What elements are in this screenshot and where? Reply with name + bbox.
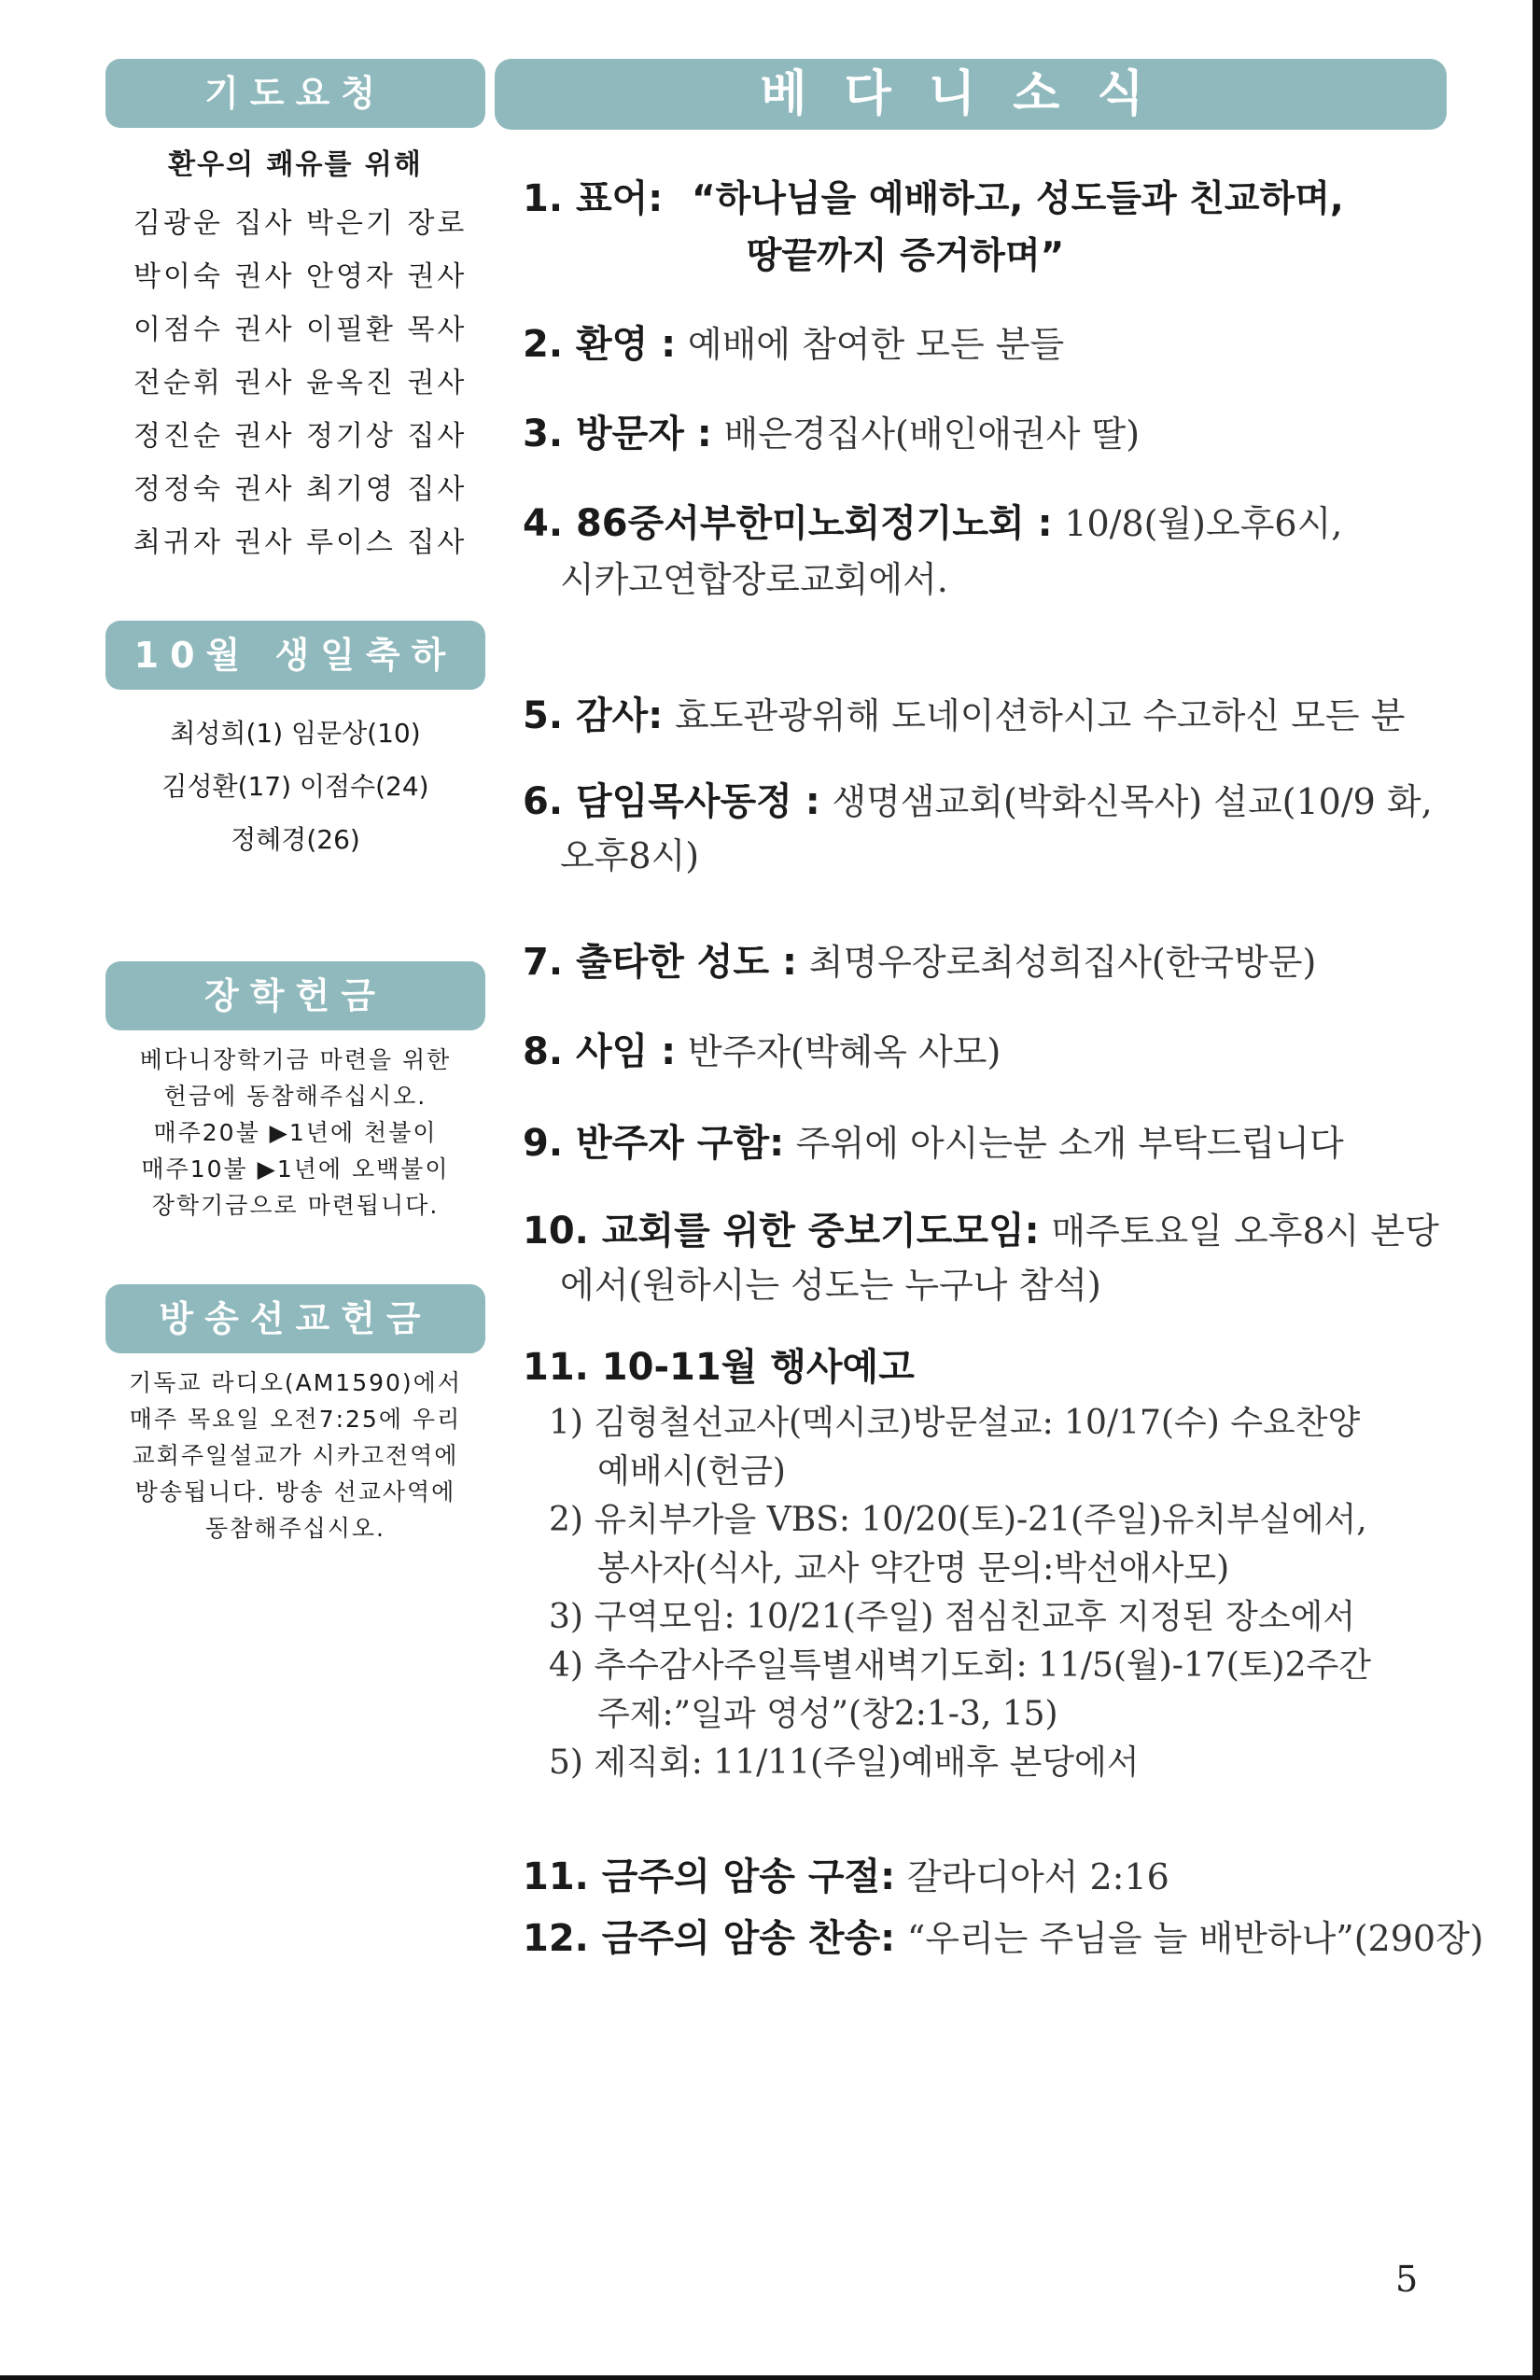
news-item-pianist	[523, 1117, 1344, 1169]
note-line: 기독교 라디오(AM1590)에서	[129, 1369, 462, 1396]
item-value: 최명우장로최성희집사(한국방문)	[808, 942, 1317, 983]
item-label: 10. 교회를 위한 중보기도모임:	[523, 1210, 1040, 1253]
prayer-subtitle: 환우의 쾌유를 위해	[168, 148, 423, 181]
item-label: 4. 86중서부한미노회정기노회 :	[523, 502, 1053, 545]
item-value: 예배에 참여한 모든 분들	[687, 324, 1065, 365]
list-item: 전순휘 권사 윤옥진 권사	[133, 367, 468, 399]
item-label: 8. 사임 :	[523, 1030, 677, 1073]
page-border-right	[1533, 0, 1540, 2380]
note-line: 교회주일설교가 시카고전역에	[132, 1442, 459, 1469]
right-column	[495, 59, 1484, 1960]
item-value: 매주토요일 오후8시 본당	[1051, 1211, 1439, 1252]
page-border-bottom	[0, 2375, 1540, 2380]
event-line: 주제:”일과 영성”(창2:1-3, 15)	[597, 1695, 1058, 1733]
item-value: 배은경집사(배인애권사 딸)	[723, 413, 1141, 455]
birthday-header: 10월 생일축하	[105, 621, 485, 690]
note-line: 헌금에 동참해주십시오.	[163, 1083, 427, 1110]
news-header: 베다니소식	[495, 59, 1447, 130]
item-label: 2. 환영 :	[523, 323, 677, 366]
birthday-section	[105, 621, 485, 866]
item-value: “우리는 주님을 늘 배반하나”(290장)	[906, 1918, 1484, 1959]
news-item-motto	[523, 173, 1344, 226]
item-label: 11. 10-11월 행사예고	[523, 1346, 915, 1389]
item-label: 9. 반주자 구함:	[523, 1122, 785, 1165]
list-item: 김광운 집사 박은기 장로	[133, 207, 468, 240]
motto-line-2: 땅끝까지 증거하며”	[746, 235, 1065, 277]
note-line: 동참해주십시오.	[205, 1515, 385, 1542]
list-item: 정진순 권사 정기상 집사	[133, 420, 468, 453]
item-continuation: 시카고연합장로교회에서.	[560, 559, 948, 600]
news-item-verse	[523, 1851, 1169, 1903]
item-label: 1. 표어:	[523, 177, 664, 220]
page-number: 5	[1395, 2259, 1419, 2300]
note-line: 매주20불 ▶1년에 천불이	[153, 1119, 438, 1146]
news-item-welcome	[523, 318, 1064, 371]
list-item: 김성환(17) 이점수(24)	[161, 771, 429, 802]
scholarship-section	[105, 961, 485, 1224]
note-line: 매주 목요일 오전7:25에 우리	[129, 1406, 462, 1433]
prayer-list	[133, 197, 485, 569]
news-item-thanks	[523, 690, 1405, 742]
item-value: 생명샘교회(박화신목사) 설교(10/9 화,	[832, 781, 1433, 822]
item-label: 5. 감사:	[523, 694, 664, 737]
item-value: 효도관광위해 도네이션하시고 수고하신 모든 분	[674, 695, 1406, 736]
item-continuation: 에서(원하시는 성도는 누구나 참석)	[560, 1265, 1101, 1306]
list-item: 최성희(1) 임문상(10)	[170, 718, 421, 749]
event-line: 1) 김형철선교사(멕시코)방문설교: 10/17(수) 수요찬양	[549, 1404, 1361, 1442]
item-continuation: 오후8시)	[560, 835, 700, 876]
item-label: 12. 금주의 암송 찬송:	[523, 1917, 896, 1960]
event-line: 4) 추수감사주일특별새벽기도회: 11/5(월)-17(토)2주간	[549, 1646, 1372, 1685]
list-item: 정혜경(26)	[231, 824, 360, 855]
item-label: 3. 방문자 :	[523, 413, 712, 455]
note-line: 매주10불 ▶1년에 오백불이	[141, 1155, 450, 1183]
news-item-prayer-meeting	[523, 1205, 1439, 1257]
list-item: 이점수 권사 이필환 목사	[133, 314, 468, 346]
note-line: 베다니장학기금 마련을 위한	[139, 1046, 452, 1073]
news-item-visitor	[523, 408, 1140, 460]
motto-line-1: “하나님을 예배하고, 성도들과 친교하며,	[691, 178, 1344, 220]
item-value: 주위에 아시는분 소개 부탁드립니다	[795, 1123, 1344, 1164]
event-line: 예배시(헌금)	[597, 1452, 786, 1491]
item-value: 반주자(박혜옥 사모)	[687, 1031, 1001, 1072]
scholarship-header: 장학헌금	[105, 961, 485, 1030]
event-line: 3) 구역모임: 10/21(주일) 점심친교후 지정된 장소에서	[549, 1598, 1356, 1636]
list-item: 최귀자 권사 루이스 집사	[133, 526, 468, 559]
birthday-list	[105, 707, 485, 866]
item-label: 6. 담임목사동정 :	[523, 780, 820, 823]
event-line: 2) 유치부가을 VBS: 10/20(토)-21(주일)유치부실에서,	[549, 1501, 1367, 1539]
prayer-section	[105, 59, 485, 569]
scholarship-note	[105, 1042, 485, 1224]
broadcast-section	[105, 1284, 485, 1547]
item-label: 11. 금주의 암송 구절:	[523, 1855, 896, 1898]
item-label: 7. 출타한 성도 :	[523, 941, 798, 984]
news-item-events	[523, 1341, 915, 1393]
item-value: 갈라디아서 2:16	[906, 1856, 1169, 1897]
news-item-pastor	[523, 776, 1433, 828]
news-item-resign	[523, 1026, 1001, 1078]
broadcast-header: 방송선교헌금	[105, 1284, 485, 1353]
item-value: 10/8(월)오후6시,	[1064, 503, 1343, 544]
prayer-header: 기도요청	[105, 59, 485, 128]
news-item-away	[523, 936, 1316, 988]
event-line: 봉사자(식사, 교사 약간명 문의:박선애사모)	[597, 1549, 1230, 1588]
broadcast-note	[105, 1365, 485, 1547]
list-item: 박이숙 권사 안영자 권사	[133, 260, 468, 293]
news-item-hymn	[523, 1912, 1484, 1965]
note-line: 방송됩니다. 방송 선교사역에	[134, 1478, 456, 1505]
news-item-presbytery	[523, 497, 1342, 550]
note-line: 장학기금으로 마련됩니다.	[151, 1192, 440, 1219]
list-item: 정정숙 권사 최기영 집사	[133, 473, 468, 506]
event-line: 5) 제직회: 11/11(주일)예배후 본당에서	[549, 1743, 1140, 1782]
